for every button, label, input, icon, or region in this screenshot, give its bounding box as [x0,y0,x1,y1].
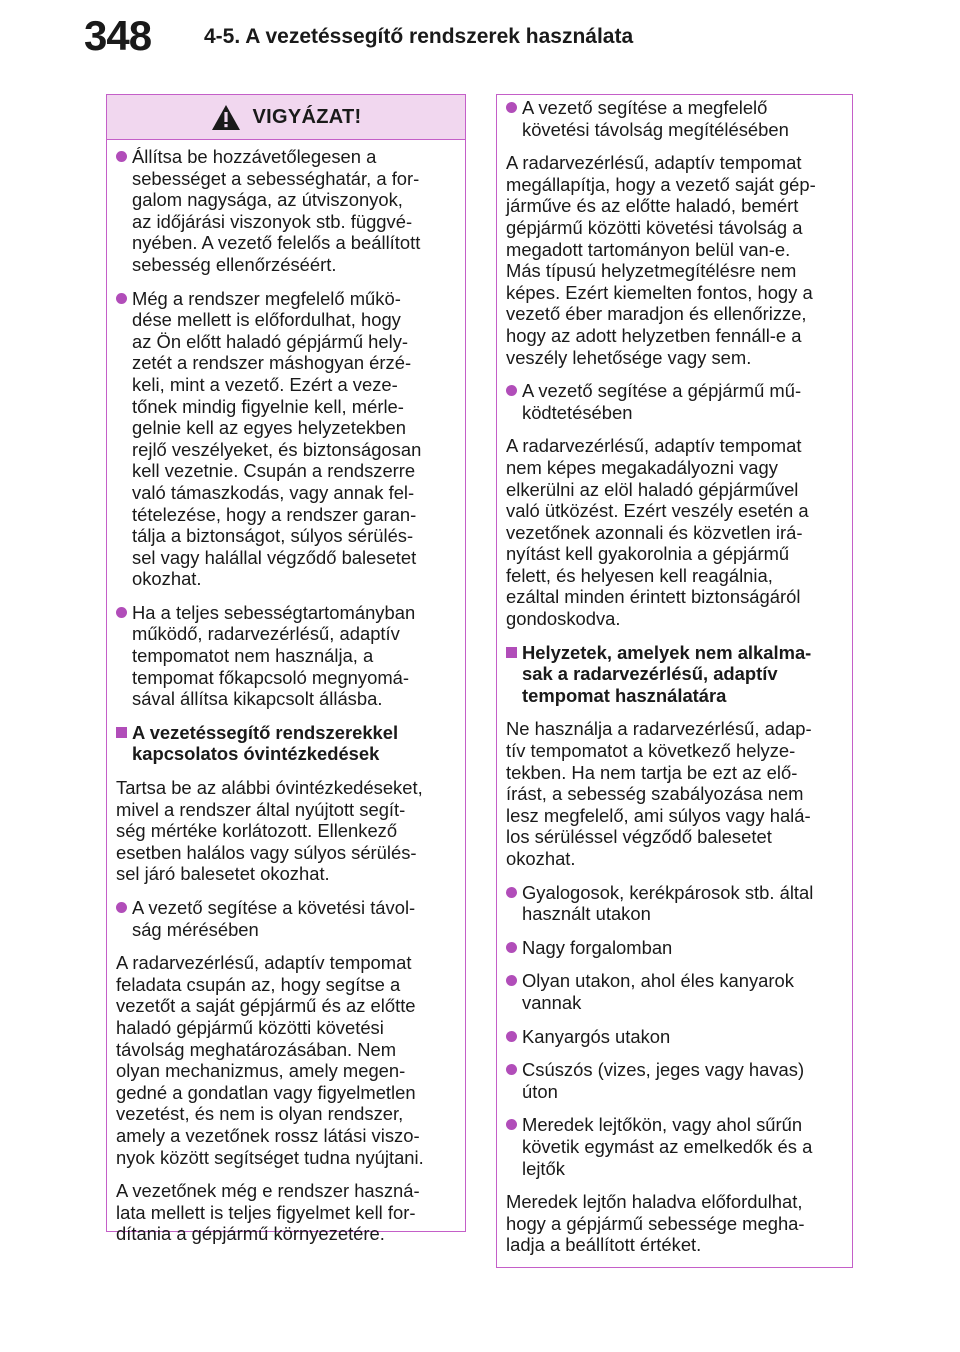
text-line: haladó gépjármű közötti követési [116,1016,384,1038]
paragraph [116,952,457,1168]
bullet-square-icon [506,647,517,658]
bullet-dot-icon [116,293,127,304]
text-line: gedné a gondatlan vagy figyelmetlen [116,1081,416,1103]
text-line: gépjármű közötti követési távolság a [506,216,803,238]
text-line: A vezetéssegítő rendszerekkel [132,721,399,743]
text-line: sebesség ellenőrzéséért. [132,253,337,275]
text-line: gelnie kell az egyes helyzetekben [132,417,406,439]
text-line: működő, radarvezérlésű, adaptív [132,623,400,645]
list-item [506,970,844,1013]
text-line: esetben halálos vagy súlyos sérülés- [116,841,417,863]
text-line: keli, mint a vezető. Ezért a veze- [132,373,398,395]
section-heading [506,642,844,707]
list-item [506,97,844,140]
text-line: Meredek lejtőn haladva előfordulhat, [506,1191,803,1213]
text-line: követési távolság megítélésében [522,118,789,140]
text-line: A radarvezérlésű, adaptív tempomat [506,152,802,174]
bullet-dot-icon [506,975,517,986]
list-item [506,1114,844,1179]
text-line: feladata csupán az, hogy segítse a [116,973,401,995]
text-line: tőnek mindig figyelnie kell, mérle- [132,395,404,417]
bullet-dot-icon [116,607,127,618]
text-line: nyében. A vezető felelős a beállított [132,232,421,254]
text-line: vezetőnek azonnali és közvetlen irá- [506,521,803,543]
text-line: sel járó balesetet okozhat. [116,863,330,885]
text-line: megállapítja, hogy a vezető saját gép- [506,173,816,195]
list-item [506,1059,844,1102]
text-line: elkerülni az elöl haladó gépjárművel [506,478,799,500]
text-line: felett, és helyesen kell reagálnia, [506,564,773,586]
list-item [116,897,457,940]
bullet-dot-icon [506,1119,517,1130]
text-line: rejlő veszélyeket, és biztonságosan [132,438,422,460]
text-line: ezáltal minden érintett biztonságáról [506,586,801,608]
text-line: Meredek lejtőkön, vagy ahol sűrűn [522,1114,803,1136]
text-line: okozhat. [132,568,202,590]
text-line: galom nagysága, az útviszonyok, [132,189,403,211]
section-heading [116,722,457,765]
text-line: járműve és az előtte haladó, bemért [506,195,799,217]
text-line: Ha a teljes sebességtartományban [132,601,416,623]
text-line: dítania a gépjármű környezetére. [116,1223,385,1245]
text-line: Kanyargós utakon [522,1025,671,1047]
bullet-square-icon [116,727,127,738]
text-line: az Ön előtt haladó gépjármű hely- [132,330,409,352]
text-line: ladja a beállított értéket. [506,1234,702,1256]
text-line: hogy a gépjármű sebessége megha- [506,1212,805,1234]
text-line: sak a radarvezérlésű, adaptív [522,663,778,685]
text-line: olyan mechanizmus, amely megen- [116,1060,406,1082]
text-line: lejtők [522,1157,565,1179]
warning-box-continued [496,94,853,1268]
text-line: A vezető segítése a gépjármű mű- [522,380,802,402]
bullet-dot-icon [506,1031,517,1042]
text-line: lata mellett is teljes figyelmet kell for- [116,1201,416,1223]
bullet-dot-icon [506,887,517,898]
text-line: használt utakon [522,903,651,925]
text-line: tekben. Ha nem tartja be ezt az elő- [506,761,798,783]
page-header [0,0,960,82]
text-line: lesz megfelelő, ami súlyos vagy halá- [506,804,811,826]
text-line: nyok között segítséget tudna nyújtani. [116,1146,424,1168]
list-item [116,146,457,276]
text-line: vezetést, és nem is olyan rendszer, [116,1103,404,1125]
list-item [506,882,844,925]
bullet-dot-icon [506,385,517,396]
text-line: tálja a biztonságot, súlyos sérülés- [132,525,414,547]
text-line: kell vezetnie. Csupán a rendszerre [132,460,416,482]
bullet-dot-icon [506,102,517,113]
warning-content-continued [497,95,852,1256]
text-line: los sérüléssel végződő balesetet [506,826,772,848]
text-line: dése mellett is előfordulhat, hogy [132,309,401,331]
text-line: Nagy forgalomban [522,936,673,958]
text-line: zetét a rendszer máshogyan érzé- [132,352,412,374]
list-item [116,288,457,590]
text-line: mivel a rendszer által nyújtott segít- [116,798,406,820]
text-line: Csúszós (vizes, jeges vagy havas) [522,1059,805,1081]
warning-header [107,95,465,140]
text-line: írást, a sebesség szabályozása nem [506,783,804,805]
text-line: A vezető segítése a megfelelő [522,97,768,118]
text-line: való ütközést. Ezért veszély esetén a [506,500,809,522]
paragraph [506,152,844,368]
text-line: hogy az adott helyzetben fennáll-e a [506,324,802,346]
text-line: Helyzetek, amelyek nem alkalma- [522,641,812,663]
paragraph [506,718,844,869]
text-line: ködtetésében [522,401,633,423]
text-line: Tartsa be az alábbi óvintézkedéseket, [116,777,423,799]
text-line: A radarvezérlésű, adaptív tempomat [116,952,412,974]
text-line: A vezetőnek még e rendszer haszná- [116,1180,420,1202]
list-item [506,1026,844,1048]
text-line: tempomat főkapcsoló megnyomá- [132,666,410,688]
text-line: tív tempomatot a következő helyze- [506,740,796,762]
text-line: Állítsa be hozzávetőlegesen a [132,146,377,167]
list-item [506,380,844,423]
text-line: nyítást kell gyakorolnia a gépjármű [506,543,790,565]
list-item [116,602,457,710]
text-line: követik egymást az emelkedők és a [522,1135,813,1157]
text-line: távolság meghatározásában. Nem [116,1038,397,1060]
text-line: A vezető segítése a követési távol- [132,897,416,918]
text-line: vannak [522,991,582,1013]
warning-box [106,94,466,1245]
text-line: tempomatot nem használja, a [132,645,374,667]
text-line: megadott tartományon belül van-e. [506,238,791,260]
text-line: Gyalogosok, kerékpárosok stb. által [522,881,814,903]
text-line: az időjárási viszonyok stb. függvé- [132,210,413,232]
text-line: vezető éber maradjon és ellenőrizze, [506,303,807,325]
warning-triangle-icon [211,104,241,131]
paragraph [506,1191,844,1256]
list-item [506,937,844,959]
text-line: Még a rendszer megfelelő műkö- [132,287,401,309]
section-title: 4-5. A vezetéssegítő rendszerek használata [204,25,634,48]
text-line: Olyan utakon, ahol éles kanyarok [522,970,794,992]
paragraph [116,1180,457,1245]
text-line: gondoskodva. [506,608,621,630]
text-line: veszély lehetősége vagy sem. [506,346,752,368]
text-line: vezetőt a saját gépjármű és az előtte [116,995,416,1017]
text-line: nem képes megakadályozni vagy [506,456,778,478]
text-line: okozhat. [506,848,576,869]
text-line: képes. Ezért kiemelten fontos, hogy a [506,281,813,303]
paragraph [116,777,457,885]
text-line: sával állítsa kikapcsolt állásba. [132,688,383,710]
text-line: ság mérésében [132,918,259,940]
text-line: sel vagy halállal végződő balesetet [132,546,417,568]
bullet-dot-icon [116,151,127,162]
text-line: A radarvezérlésű, adaptív tempomat [506,435,802,457]
text-line: kapcsolatos óvintézkedések [132,743,380,765]
text-line: tempomat használatára [522,684,727,706]
text-line: Ne használja a radarvezérlésű, adap- [506,718,812,740]
bullet-dot-icon [506,942,517,953]
text-line: ség mértéke korlátozott. Ellenkező [116,820,398,842]
text-line: való támaszkodás, vagy annak fel- [132,481,415,503]
text-line: úton [522,1080,558,1102]
text-line: tételezése, hogy a rendszer garan- [132,503,417,525]
bullet-dot-icon [116,902,127,913]
text-line: Más típusú helyzetmegítélésre nem [506,260,797,282]
warning-title: VIGYÁZAT! [252,105,362,128]
paragraph [506,435,844,629]
warning-content [107,140,465,1245]
text-line: amely a vezetőnek rossz látási viszo- [116,1124,420,1146]
text-line: sebességet a sebességhatár, a for- [132,167,420,189]
bullet-dot-icon [506,1064,517,1075]
page-number: 348 [84,12,152,59]
